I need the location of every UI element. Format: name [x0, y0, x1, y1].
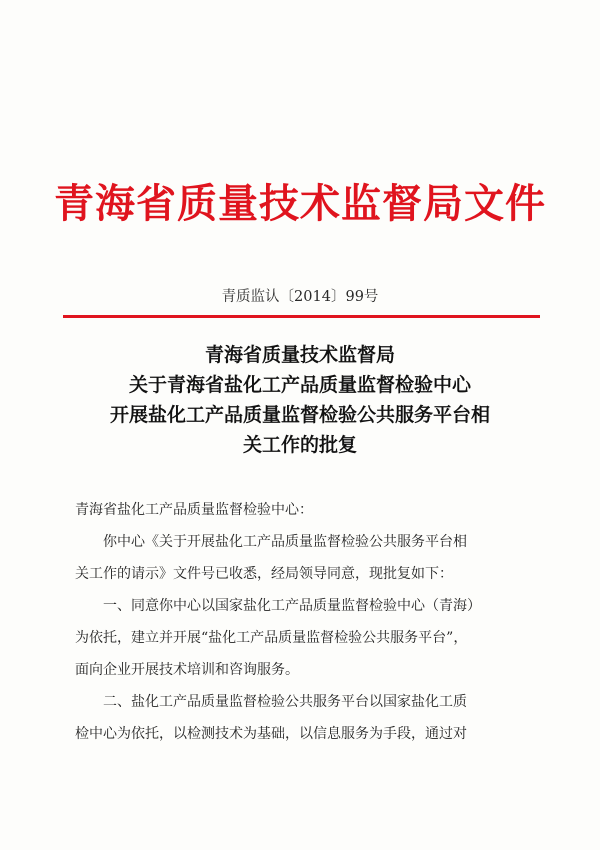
- body-line: 面向企业开展技术培训和咨询服务。: [75, 662, 299, 678]
- red-divider-line: [63, 315, 540, 318]
- body-line: 关工作的请示》文件号已收悉，经局领导同意，现批复如下：: [75, 566, 453, 582]
- body-line: 检中心为依托，以检测技术为基础，以信息服务为手段，通过对: [75, 726, 467, 742]
- document-body: [75, 494, 555, 750]
- title-line: 关工作的批复: [242, 434, 357, 456]
- body-line: 为依托，建立并开展“盐化工产品质量监督检验公共服务平台”，: [75, 630, 468, 646]
- body-line: 二、盐化工产品质量监督检验公共服务平台以国家盐化工质: [103, 694, 467, 710]
- body-line: 一、同意你中心以国家盐化工产品质量监督检验中心（青海）: [103, 598, 481, 614]
- title-line: 关于青海省盐化工产品质量监督检验中心: [128, 374, 471, 396]
- issuing-authority-header: 青海省质量技术监督局文件: [54, 180, 546, 227]
- title-line: 开展盐化工产品质量监督检验公共服务平台相: [109, 404, 490, 426]
- body-line: 你中心《关于开展盐化工产品质量监督检验公共服务平台相: [103, 534, 467, 550]
- salutation: 青海省盐化工产品质量监督检验中心：: [75, 502, 313, 518]
- document-number: 青质监认〔2014〕99号: [221, 289, 379, 305]
- document-title: [40, 340, 560, 460]
- title-line: 青海省质量技术监督局: [204, 344, 395, 366]
